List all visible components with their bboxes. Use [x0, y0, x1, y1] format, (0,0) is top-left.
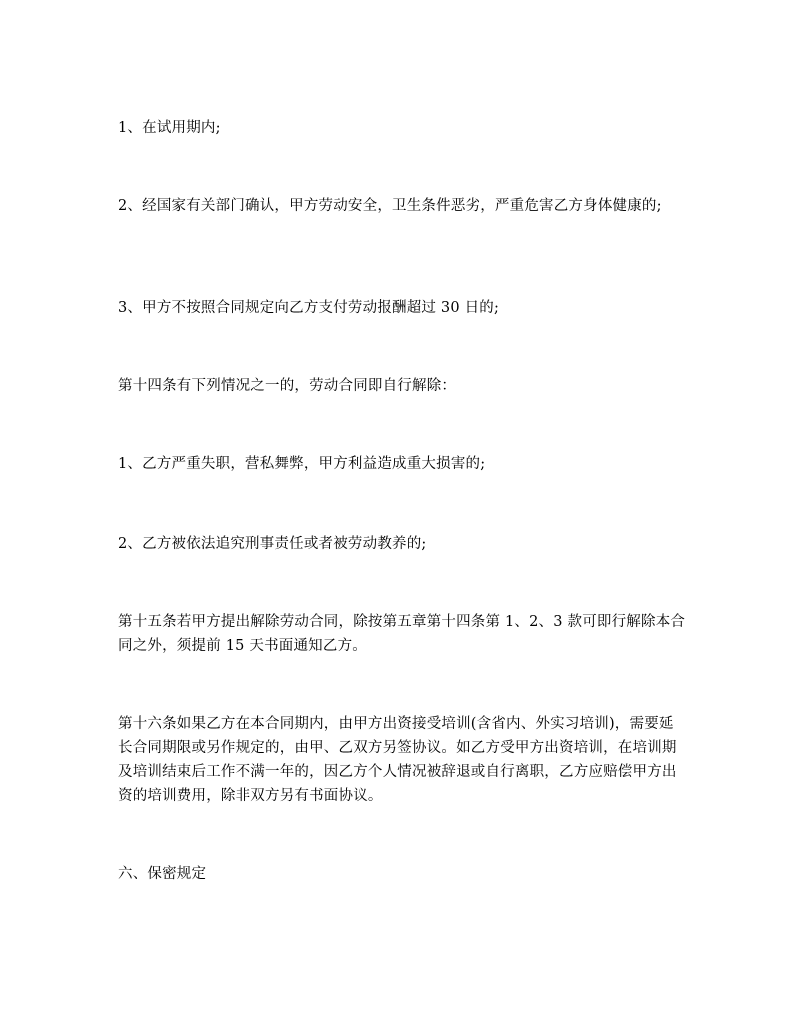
paragraph-article-14-heading: 第十四条有下列情况之一的，劳动合同即自行解除：	[118, 378, 457, 394]
paragraph-criminal-liability: 2、乙方被依法追究刑事责任或者被劳动教养的;	[118, 536, 427, 552]
section-heading-confidentiality: 六、保密规定	[118, 866, 207, 882]
paragraph-unsafe-conditions: 2、经国家有关部门确认，甲方劳动安全，卫生条件恶劣，严重危害乙方身体健康的;	[118, 198, 662, 214]
paragraph-article-15: 第十五条若甲方提出解除劳动合同，除按第五章第十四条第 1、2、3 款可即行解除本合同之外，须提前 15 天书面通知乙方。	[118, 614, 686, 654]
paragraph-serious-misconduct: 1、乙方严重失职，营私舞弊，甲方利益造成重大损害的;	[118, 456, 486, 472]
paragraph-probation-period: 1、在试用期内;	[118, 120, 221, 136]
paragraph-article-16: 第十六条如果乙方在本合同期内，由甲方出资接受培训(含省内、外实习培训)，需要延长合同期限或另作规定的，由甲、乙双方另签协议。如乙方受甲方出资培训，在培训期及培训结束后工作不满一年的，因乙方个人情况被辞退或自行离职，乙方应赔偿甲方出资的培训费用，除非双方另有书面协议。	[118, 716, 677, 804]
paragraph-unpaid-wages: 3、甲方不按照合同规定向乙方支付劳动报酬超过 30 日的;	[118, 300, 500, 316]
